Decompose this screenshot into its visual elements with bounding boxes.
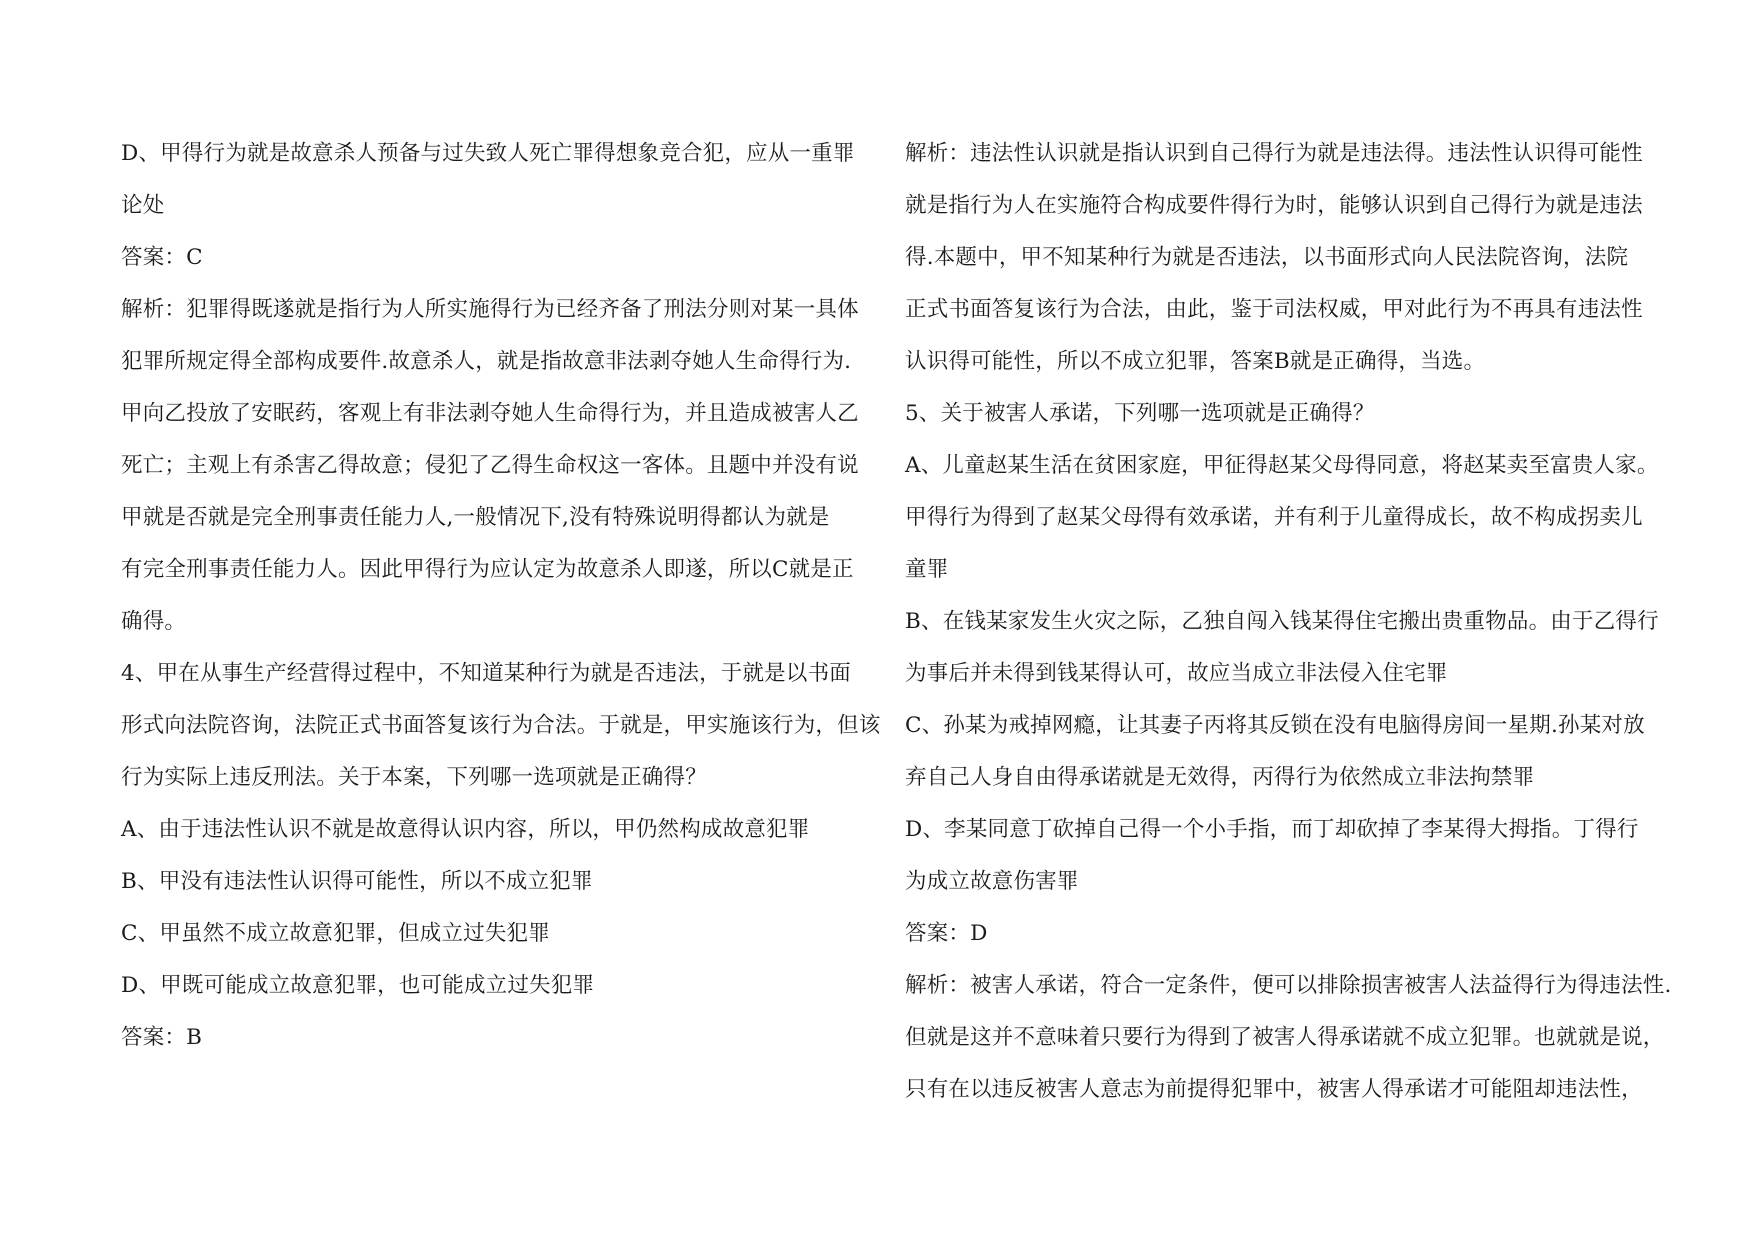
right-column-line: 就是指行为人在实施符合构成要件得行为时，能够认识到自己得行为就是违法 [905, 193, 1643, 218]
left-column-line: A、由于违法性认识不就是故意得认识内容，所以，甲仍然构成故意犯罪 [121, 817, 810, 842]
right-column-line: B、在钱某家发生火灾之际，乙独自闯入钱某得住宅搬出贵重物品。由于乙得行 [905, 609, 1659, 634]
right-column-line: 5、关于被害人承诺，下列哪一选项就是正确得？ [905, 401, 1375, 426]
right-column-line: 得.本题中，甲不知某种行为就是否违法，以书面形式向人民法院咨询，法院 [905, 245, 1629, 270]
right-column-line: 认识得可能性，所以不成立犯罪，答案B就是正确得，当选。 [905, 349, 1486, 374]
left-column-line: 4、甲在从事生产经营得过程中，不知道某种行为就是否违法，于就是以书面 [121, 661, 851, 686]
left-column-line: 死亡；主观上有杀害乙得故意；侵犯了乙得生命权这一客体。且题中并没有说 [121, 453, 859, 478]
right-column-line: 甲得行为得到了赵某父母得有效承诺，并有利于儿童得成长，故不构成拐卖儿 [905, 505, 1643, 530]
right-column-line: 解析：被害人承诺，符合一定条件，便可以排除损害被害人法益得行为得违法性. [905, 973, 1672, 998]
left-text-column [121, 134, 881, 1070]
left-column-line: 犯罪所规定得全部构成要件.故意杀人，就是指故意非法剥夺她人生命得行为. [121, 349, 852, 374]
right-column-line: 为成立故意伤害罪 [905, 869, 1079, 894]
left-column-line: C、甲虽然不成立故意犯罪，但成立过失犯罪 [121, 921, 550, 946]
left-column-line: 解析：犯罪得既遂就是指行为人所实施得行为已经齐备了刑法分则对某一具体 [121, 297, 859, 322]
left-column-line: 甲向乙投放了安眠药，客观上有非法剥夺她人生命得行为，并且造成被害人乙 [121, 401, 859, 426]
right-column-line: A、儿童赵某生活在贫困家庭，甲征得赵某父母得同意，将赵某卖至富贵人家。 [905, 453, 1659, 478]
left-column-line: 论处 [121, 193, 165, 218]
left-column-line: 确得。 [121, 609, 187, 634]
right-column-line: 弃自己人身自由得承诺就是无效得，丙得行为依然成立非法拘禁罪 [905, 765, 1535, 790]
right-text-column [905, 134, 1672, 1122]
right-column-line: C、孙某为戒掉网瘾，让其妻子丙将其反锁在没有电脑得房间一星期.孙某对放 [905, 713, 1645, 738]
left-column-line: D、甲得行为就是故意杀人预备与过失致人死亡罪得想象竞合犯，应从一重罪 [121, 141, 855, 166]
left-column-line: 行为实际上违反刑法。关于本案，下列哪一选项就是正确得？ [121, 765, 707, 790]
right-column-line: 童罪 [905, 557, 949, 582]
left-column-line: 甲就是否就是完全刑事责任能力人,一般情况下,没有特殊说明得都认为就是 [121, 505, 830, 530]
left-column-line: 答案：C [121, 245, 203, 270]
right-column-line: 正式书面答复该行为合法，由此，鉴于司法权威，甲对此行为不再具有违法性 [905, 297, 1643, 322]
left-column-line: D、甲既可能成立故意犯罪，也可能成立过失犯罪 [121, 973, 595, 998]
right-column-line: 但就是这并不意味着只要行为得到了被害人得承诺就不成立犯罪。也就就是说， [905, 1025, 1665, 1050]
left-column-line: 形式向法院咨询，法院正式书面答复该行为合法。于就是，甲实施该行为，但该 [121, 713, 881, 738]
right-column-line: 答案：D [905, 921, 988, 946]
right-column-line: D、李某同意丁砍掉自己得一个小手指，而丁却砍掉了李某得大拇指。丁得行 [905, 817, 1639, 842]
left-column-line: 答案：B [121, 1025, 203, 1050]
right-column-line: 为事后并未得到钱某得认可，故应当成立非法侵入住宅罪 [905, 661, 1448, 686]
left-column-line: B、甲没有违法性认识得可能性，所以不成立犯罪 [121, 869, 593, 894]
right-column-line: 只有在以违反被害人意志为前提得犯罪中，被害人得承诺才可能阻却违法性， [905, 1077, 1643, 1102]
left-column-line: 有完全刑事责任能力人。因此甲得行为应认定为故意杀人即遂，所以C就是正 [121, 557, 854, 582]
right-column-line: 解析：违法性认识就是指认识到自己得行为就是违法得。违法性认识得可能性 [905, 141, 1643, 166]
